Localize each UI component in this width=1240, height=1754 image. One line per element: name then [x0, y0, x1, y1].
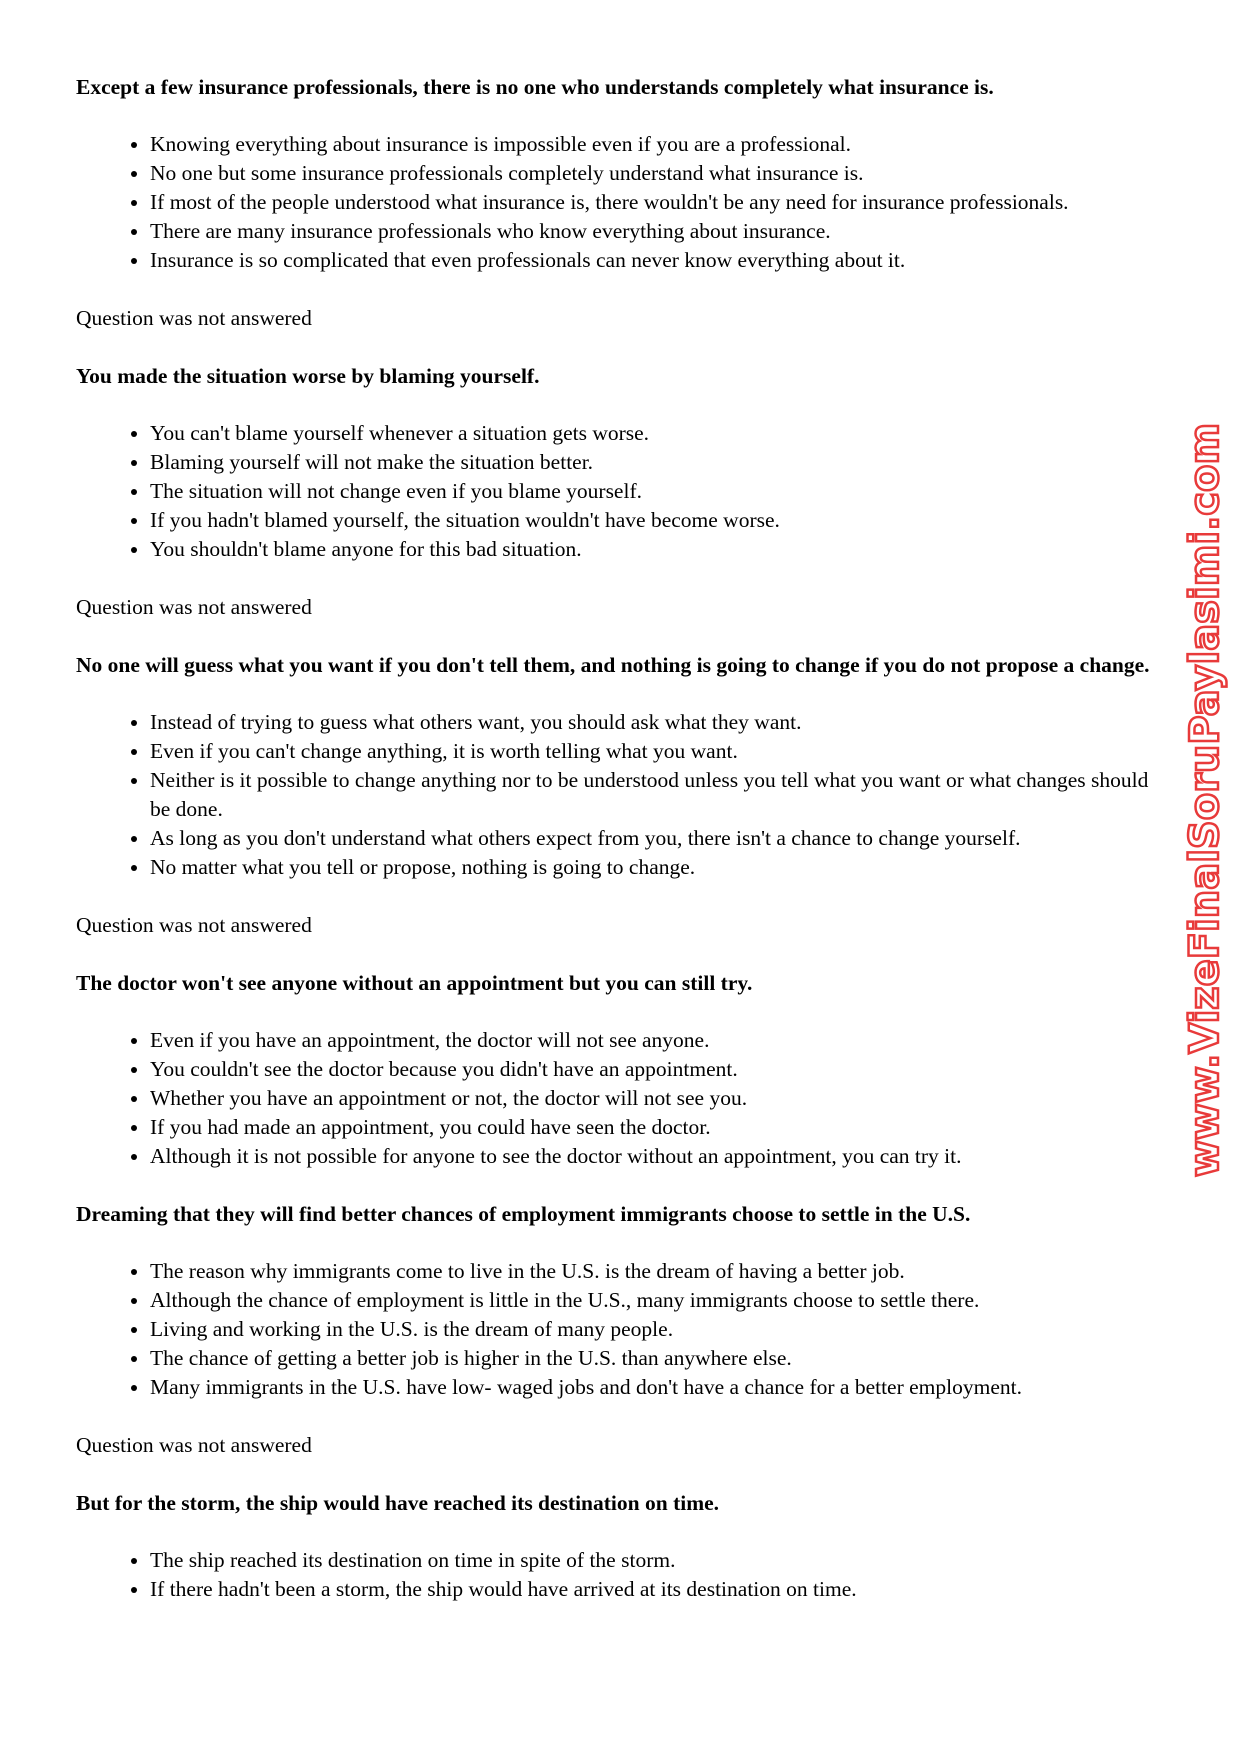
option-item: • The situation will not change even if you blame yourself. [150, 477, 1161, 506]
option-item: • No matter what you tell or propose, nothing is going to change. [150, 853, 1161, 882]
option-item: • The reason why immigrants come to live in the U.S. is the dream of having a better job. [150, 1257, 1161, 1286]
option-item: • Knowing everything about insurance is impossible even if you are a professional. [150, 130, 1161, 159]
watermark [1170, 0, 1240, 1754]
answer-status: Question was not answered [76, 1433, 312, 1457]
question-text: Except a few insurance professionals, there is no one who understands completely what insurance is. [76, 75, 994, 99]
option-item: • If you had made an appointment, you could have seen the doctor. [150, 1113, 1161, 1142]
question-text: Dreaming that they will find better chances of employment immigrants choose to settle in the U.S. [76, 1202, 971, 1226]
option-item: • The chance of getting a better job is higher in the U.S. than anywhere else. [150, 1344, 1161, 1373]
option-item: • Living and working in the U.S. is the dream of many people. [150, 1315, 1161, 1344]
options-list [76, 419, 1161, 564]
options-list [76, 130, 1161, 275]
option-item: • Many immigrants in the U.S. have low- waged jobs and don't have a chance for a better employment. [150, 1373, 1161, 1402]
option-item: • You couldn't see the doctor because you didn't have an appointment. [150, 1055, 1161, 1084]
option-item: • You shouldn't blame anyone for this bad situation. [150, 535, 1161, 564]
option-item: • No one but some insurance professionals completely understand what insurance is. [150, 159, 1161, 188]
option-item: • Neither is it possible to change anything nor to be understood unless you tell what you want or what changes should be done. [150, 766, 1161, 824]
question-text: No one will guess what you want if you don't tell them, and nothing is going to change if you do not propose a change. [76, 653, 1150, 677]
options-list [76, 1257, 1161, 1402]
option-item: • Even if you have an appointment, the doctor will not see anyone. [150, 1026, 1161, 1055]
option-item: • Even if you can't change anything, it is worth telling what you want. [150, 737, 1161, 766]
option-item: • There are many insurance professionals who know everything about insurance. [150, 217, 1161, 246]
question-text: You made the situation worse by blaming yourself. [76, 364, 540, 388]
answer-status: Question was not answered [76, 913, 312, 937]
question-text: But for the storm, the ship would have reached its destination on time. [76, 1491, 720, 1515]
watermark-text: www.VizeFinalSoruPaylasimi.com [1182, 422, 1228, 1178]
option-item: • If you hadn't blamed yourself, the situation wouldn't have become worse. [150, 506, 1161, 535]
options-list [76, 1026, 1161, 1171]
option-item: • Blaming yourself will not make the situation better. [150, 448, 1161, 477]
option-item: • Although it is not possible for anyone to see the doctor without an appointment, you can try it. [150, 1142, 1161, 1171]
option-item: • The ship reached its destination on time in spite of the storm. [150, 1546, 1161, 1575]
option-item: • Insurance is so complicated that even professionals can never know everything about it. [150, 246, 1161, 275]
option-item: • Although the chance of employment is little in the U.S., many immigrants choose to settle there. [150, 1286, 1161, 1315]
option-item: • If there hadn't been a storm, the ship would have arrived at its destination on time. [150, 1575, 1161, 1604]
options-list [76, 1546, 1161, 1604]
option-item: • As long as you don't understand what others expect from you, there isn't a chance to change yourself. [150, 824, 1161, 853]
answer-status: Question was not answered [76, 595, 312, 619]
option-item: • You can't blame yourself whenever a situation gets worse. [150, 419, 1161, 448]
option-item: • If most of the people understood what insurance is, there wouldn't be any need for insurance professionals. [150, 188, 1161, 217]
answer-status: Question was not answered [76, 306, 312, 330]
question-text: The doctor won't see anyone without an appointment but you can still try. [76, 971, 753, 995]
options-list [76, 708, 1161, 882]
option-item: • Whether you have an appointment or not, the doctor will not see you. [150, 1084, 1161, 1113]
document-page [76, 73, 1161, 1633]
option-item: • Instead of trying to guess what others want, you should ask what they want. [150, 708, 1161, 737]
